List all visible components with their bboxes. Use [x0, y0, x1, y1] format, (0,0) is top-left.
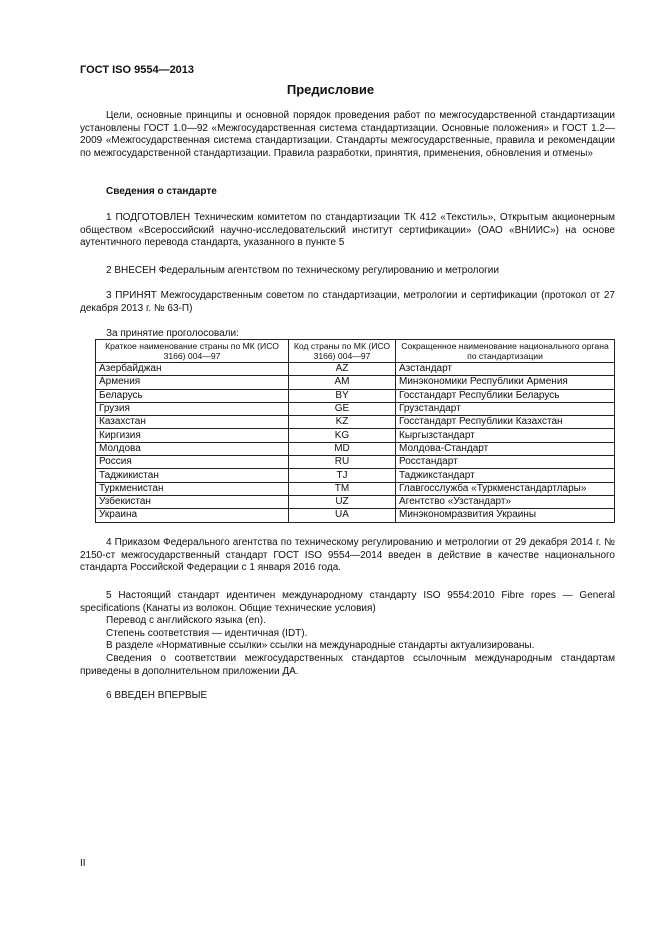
- table-header-row: [96, 340, 615, 363]
- voted-label: За принятие проголосовали:: [106, 328, 239, 339]
- table-row: [96, 363, 615, 376]
- table-row: [96, 482, 615, 495]
- country-cell: Азербайджан: [96, 363, 289, 376]
- countries-table: [95, 339, 615, 523]
- country-cell: Украина: [96, 509, 289, 522]
- standards-body-cell: Росстандарт: [396, 456, 615, 469]
- country-cell: Россия: [96, 456, 289, 469]
- standards-body-cell: Агентство «Узстандарт»: [396, 495, 615, 508]
- country-cell: Туркменистан: [96, 482, 289, 495]
- document-code: ГОСТ ISO 9554—2013: [80, 64, 195, 76]
- page-number: II: [80, 858, 86, 869]
- table-row: [96, 442, 615, 455]
- table-row: [96, 402, 615, 415]
- table-row: [96, 389, 615, 402]
- country-code-cell: UA: [289, 509, 396, 522]
- country-code-cell: KZ: [289, 416, 396, 429]
- page-title: Предисловие: [286, 82, 375, 97]
- standards-body-cell: Госстандарт Республики Беларусь: [396, 389, 615, 402]
- standards-body-cell: Кыргызстандарт: [396, 429, 615, 442]
- table-row: [96, 456, 615, 469]
- item-5-info: Сведения о соответствии межгосударственных стандартов ссылочным международным стандартам приведены в дополнительном приложении ДА.: [80, 653, 615, 677]
- standards-body-cell: Минэкономики Республики Армения: [396, 376, 615, 389]
- table-row: [96, 429, 615, 442]
- country-code-cell: UZ: [289, 495, 396, 508]
- standards-body-cell: Молдова-Стандарт: [396, 442, 615, 455]
- item-1: 1 ПОДГОТОВЛЕН Техническим комитетом по стандартизации ТК 412 «Текстиль», Открытым акционерным обществом «Всероссийский научно-исследовательский институт сертификации» (ОАО «ВНИИС») на основе аутентичного перевода стандарта, указанного в пункте 5: [80, 212, 615, 249]
- standards-body-cell: Главгосслужба «Туркменстандартлары»: [396, 482, 615, 495]
- item-3: 3 ПРИНЯТ Межгосударственным советом по стандартизации, метрологии и сертификации (протокол от 27 декабря 2013 г. № 63-П): [80, 290, 615, 314]
- col-header-country: Краткое наименование страны по МК (ИСО 3166) 004—97: [96, 340, 289, 363]
- country-code-cell: TJ: [289, 469, 396, 482]
- table-row: [96, 509, 615, 522]
- intro-paragraph: Цели, основные принципы и основной порядок проведения работ по межгосударственной стандартизации установлены ГОСТ 1.0—92 «Межгосударственная система стандартизации. Основные положения» и ГОСТ 1.2—2009 «Межгосударственная система стандартизации. Стандарты межгосударственные, правила и рекомендации по межгосударственной стандартизации. Правила разработки, принятия, применения, обновления и отмены»: [80, 110, 615, 159]
- table-row: [96, 376, 615, 389]
- col-header-code: Код страны по МК (ИСО 3166) 004—97: [289, 340, 396, 363]
- table-row: [96, 416, 615, 429]
- country-cell: Узбекистан: [96, 495, 289, 508]
- item-4: 4 Приказом Федерального агентства по техническому регулированию и метрологии от 29 декабря 2014 г. № 2150-ст межгосударственный стандарт ГОСТ ISO 9554—2014 введен в действие в качестве национального стандарта Российской Федерации с 1 января 2016 года.: [80, 537, 615, 574]
- country-cell: Казахстан: [96, 416, 289, 429]
- country-cell: Молдова: [96, 442, 289, 455]
- country-code-cell: AM: [289, 376, 396, 389]
- standards-body-cell: Таджикстандарт: [396, 469, 615, 482]
- country-cell: Киргизия: [96, 429, 289, 442]
- section-heading: Сведения о стандарте: [106, 186, 217, 197]
- country-cell: Беларусь: [96, 389, 289, 402]
- country-code-cell: MD: [289, 442, 396, 455]
- item-6: 6 ВВЕДЕН ВПЕРВЫЕ: [106, 690, 208, 701]
- country-code-cell: AZ: [289, 363, 396, 376]
- standards-body-cell: Грузстандарт: [396, 402, 615, 415]
- item-2: 2 ВНЕСЕН Федеральным агентством по техническому регулированию и метрологии: [106, 265, 499, 276]
- item-5-language: Перевод с английского языка (en).: [106, 615, 266, 626]
- standards-body-cell: Госстандарт Республики Казахстан: [396, 416, 615, 429]
- country-code-cell: RU: [289, 456, 396, 469]
- item-5-references: В разделе «Нормативные ссылки» ссылки на международные стандарты актуализированы.: [106, 640, 535, 651]
- country-code-cell: GE: [289, 402, 396, 415]
- country-code-cell: KG: [289, 429, 396, 442]
- standards-body-cell: Азстандарт: [396, 363, 615, 376]
- table-row: [96, 495, 615, 508]
- country-cell: Таджикистан: [96, 469, 289, 482]
- item-5: 5 Настоящий стандарт идентичен международному стандарту ISO 9554:2010 Fibre ropes — General specifications (Канаты из волокон. Общие технические условия): [80, 590, 615, 614]
- item-5-degree: Степень соответствия — идентичная (IDT).: [106, 628, 308, 639]
- col-header-body: Сокращенное наименование национального органа по стандартизации: [396, 340, 615, 363]
- country-code-cell: TM: [289, 482, 396, 495]
- standards-body-cell: Минэкономразвития Украины: [396, 509, 615, 522]
- country-cell: Грузия: [96, 402, 289, 415]
- country-code-cell: BY: [289, 389, 396, 402]
- country-cell: Армения: [96, 376, 289, 389]
- table-row: [96, 469, 615, 482]
